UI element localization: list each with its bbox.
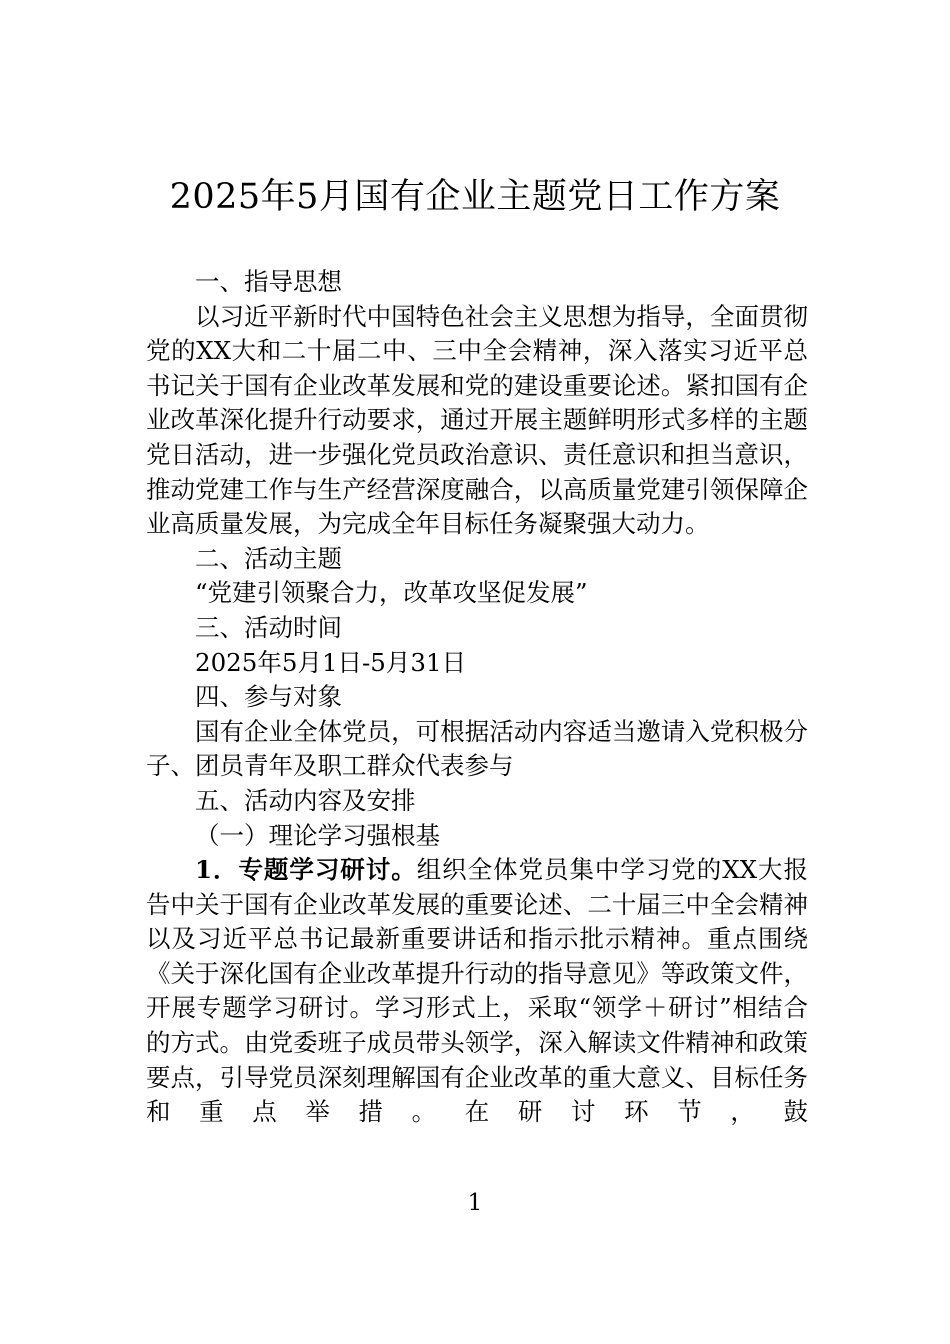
section-body-guiding-ideology: 以习近平新时代中国特色社会主义思想为指导，全面贯彻党的XX大和二十届二中、三中全会精神，深入落实习近平总书记关于国有企业改革发展和党的建设重要论述。紧扣国有企业改革深化提升行动要求，通过开展主题鲜明形式多样的主题党日活动，进一步强化党员政治意识、责任意识和担当意识，推动党建工作与生产经营深度融合，以高质量党建引领保障企业高质量发展，为完成全年目标任务凝聚强大动力。	[146, 301, 808, 539]
item-body-special-study: 组织全体党员集中学习党的XX大报告中关于国有企业改革发展的重要论述、二十届三中全会精神以及习近平总书记最新重要讲话和指示批示精神。重点围绕《关于深化国有企业改革提升行动的指导意见》等政策文件，开展专题学习研讨。学习形式上，采取“领学＋研讨”相结合的方式。由党委班子成员带头领学，深入解读文件精神和政策要点，引导党员深刻理解国有企业改革的重大意义、目标任务和重点举措。在研讨环节，鼓	[146, 855, 808, 1127]
section-heading-participants: 四、参与对象	[195, 682, 342, 712]
section-heading-activity-time: 三、活动时间	[195, 612, 342, 642]
page-number: 1	[467, 1190, 483, 1216]
section-heading-content-arrangement: 五、活动内容及安排	[195, 785, 416, 815]
item-special-study	[146, 853, 808, 1130]
section-body-activity-time: 2025年5月1日-5月31日	[195, 647, 467, 677]
document-body	[146, 265, 808, 1130]
section-body-participants: 国有企业全体党员，可根据活动内容适当邀请入党积极分子、团员青年及职工群众代表参与	[146, 716, 808, 781]
item-lead-special-study: 1．专题学习研讨。	[195, 855, 417, 885]
subsection-heading-theory-study: （一）理论学习强根基	[195, 820, 440, 850]
section-heading-guiding-ideology: 一、指导思想	[195, 267, 342, 296]
section-heading-activity-theme: 二、活动主题	[195, 543, 342, 573]
section-body-activity-theme: “党建引领聚合力，改革攻坚促发展”	[195, 578, 588, 608]
document-title: 2025年5月国有企业主题党日工作方案	[169, 177, 781, 217]
